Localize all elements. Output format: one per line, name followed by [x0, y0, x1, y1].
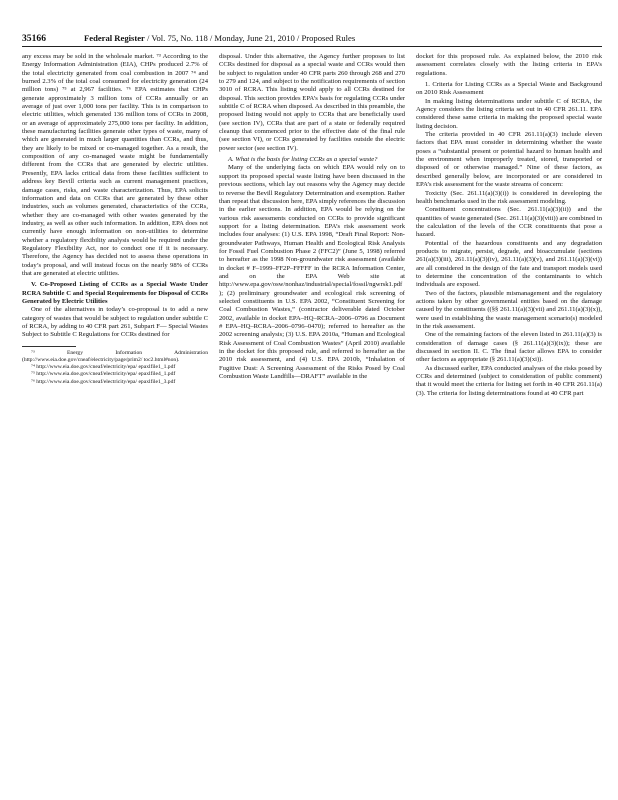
- issue-info: / Vol. 75, No. 118 / Monday, June 21, 2010 / Proposed Rules: [147, 33, 356, 43]
- bullet-two-factors: Two of the factors, plausible mismanagement and the regulatory actions taken by other governmental entities based on the damage caused by the constituents ((§§ 261.11(a)(3)(vii) and 261.11(a)(3)(x)), were used in establishing the waste management scenario(s) modeled in the risk assessment.: [416, 289, 602, 330]
- header-rule: [22, 46, 602, 47]
- footnote-76: ⁷⁶ http://www.eia.doe.gov/cneaf/electricity/epa/ epaxlfile1_3.pdf: [31, 378, 176, 385]
- col1-paragraph-1: any excess may be sold in the wholesale market. ⁷³ According to the Energy Information Administration (EIA), CHPs produced 2.7% of the total electricity generated from coal combustion in 2007 ⁷⁴ and burned 2.3% of the total coal consumed for electricity generation (24 million tons) ⁷⁵ at 2,967 facilities. ⁷⁶ EPA estimates that CHPs generate approximately 3 million tons of CCRs annually or an average of just over 1,000 tons per facility. This is in comparison to electric utilities, which generated 136 million tons of CCRs in 2008, or an average of approximately 275,000 tons per facility. In addition, these manufacturing facilities generate other types of waste, many of which are generated in much larger quantities than CCRs, and thus, they are likely to be mixed or co-managed together. As a result, the composition of any co-managed waste might be fundamentally different from the CCRs that are generated by electric utilities. Presently, EPA lacks critical data from these facilities sufficient to address key Bevill criteria such as current management practices, damage cases, risks, and waste characterization. Thus, EPA solicits information and data on CCRs that are generated by these other industries, such as volumes generated, characteristics of the CCRs, whether they are co-managed with other wastes generated by the industry, as well as other such information. In addition, EPA does not currently have enough information on non-utilities to determine whether a regulatory flexibility analysis would be required under the Regulatory Flexibility Act, nor to conduct one if it is necessary. Therefore, the Agency has decided not to assess these operations in today’s proposal, and will instead focus on the nearly 98% of CCRs that are generated at electric utilities.: [22, 53, 208, 277]
- page-number: 35166: [22, 33, 46, 44]
- column-1: [22, 53, 208, 793]
- publication-name: Federal Register: [84, 33, 145, 43]
- page-header: [22, 30, 602, 46]
- bullet-toxicity: Toxicity (Sec. 261.11(a)(3)(i)) is considered in developing the health benchmarks used in the risk assessment modeling.: [416, 189, 602, 205]
- page-columns: [22, 53, 602, 793]
- section-1-heading: 1. Criteria for Listing CCRs as a Special Waste and Background on 2010 Risk Assessment: [416, 81, 602, 97]
- footnote-75: ⁷⁵ http://www.eia.doe.gov/cneaf/electricity/epa/ epaxlfile4_1.pdf: [31, 371, 176, 378]
- col1-paragraph-2: One of the alternatives in today’s co-proposal is to add a new category of wastes that would be subject to regulation under subtitle C of RCRA, by adding to 40 CFR part 261, Subpart F— Special Wastes Subject to Subtitle C Regulations for CCRs destined for: [22, 306, 208, 339]
- col2-paragraph-2: Many of the underlying facts on which EPA would rely on to support its proposed special waste listing have been discussed in the previous sections, which lay out reasons why the Agency may decide to reverse the Bevill Regulatory Determination and exemption. Rather than repeat that discussion here, EPA simply references the discussion in the earlier sections. In addition, EPA would be relying on the various risk assessments conducted on CCRs to provide significant support for a listing determination. EPA’s risk assessment work includes four analyses: (1) U.S. EPA 1998, “Draft Final Report: Non-groundwater Pathways, Human Health and Ecological Risk Analysis for Fossil Fuel Combustion Phase 2 (FFC2)” (June 5, 1998) referred to hereafter as the 1998 Non-groundwater risk assessment (available in docket # F–1999–FF2P–FFFFF in the RCRA Information Center, and on the EPA Web site at http://www.epa.gov/osw/nonhaz/industrial/special/fossil/ngwrsk1.pdf ); (2) preliminary groundwater and ecological risk screening of selected constituents in U.S. EPA 2002, “Constituent Screening for Coal Combustion Wastes,” (contractor deliverable dated October 2002, available in docket EPA–HQ–RCRA–2006–0796 as Document # EPA–HQ–RCRA–2006–0796–0470); referred to hereafter as the 2002 screening analysis; (3) U.S. EPA 2010a, “Human and Ecological Risk Assessment of Coal Combustion Wastes” (April 2010) available in the docket for this proposed rule, and referred to hereafter as the 2010 risk assessment, and (4) U.S. EPA 2010b, “Inhalation of Fugitive Dust: A Screening Assessment of the Risks Posed by Coal Combustion Waste Landfills—DRAFT” available in the: [219, 164, 405, 381]
- col3-paragraph-4: One of the remaining factors of the eleven listed in 261.11(a)(3) is consideration of damage cases (§ 261.11(a)(3)(ix)); these are discussed in section II. C. The final factor allows EPA to consider other factors as appropriate (§ 261.11(a)(3)(xi)).: [416, 331, 602, 364]
- footnote-rule: [22, 346, 76, 347]
- col2-paragraph-1: disposal. Under this alternative, the Agency further proposes to list CCRs destined for disposal as a special waste and CCRs would then be subject to regulation under 40 CFR parts 260 through 268 and 270 to 279 and 124, and subject to the notification requirements of section 3010 of RCRA. This listing would apply to all CCRs destined for disposal. This section provides EPA’s basis for regulating CCRs under subtitle C of RCRA when disposed. As described in this preamble, the proposed listing would not apply to CCRs that are beneficially used (see section IV), CCRs that are part of a state or federally required cleanup that commenced prior to the effective date of the final rule (see section VI), or CCRs generated by facilities outside the electric power sector (see section IV).: [219, 53, 405, 152]
- section-v-heading: V. Co-Proposed Listing of CCRs as a Special Waste Under RCRA Subtitle C and Special Requirements for Disposal of CCRs Generated by Electric Utilities: [22, 281, 208, 305]
- section-a-heading: A. What is the basis for listing CCRs as a special waste?: [228, 156, 378, 164]
- bullet-constituent-concentrations: Constituent concentrations (Sec. 261.11(a)(3)(ii)) and the quantities of waste generated (Sec. 261.11(a)(3)(viii)) are combined in the calculation of the levels of the CCR constituents that pose a hazard.: [416, 206, 602, 239]
- footnote-73: ⁷³ Energy Information Administration (http://www.eia.doe.gov/cneaf/electricity/page/prim2/ toc2.html#non).: [22, 349, 208, 363]
- col3-paragraph-5: As discussed earlier, EPA conducted analyses of the risks posed by CCRs and determined (subject to consideration of public comment) that it would meet the criteria for listing set forth in 40 CFR 261.11(a)(3). The criteria for listing determinations found at 40 CFR part: [416, 364, 602, 397]
- bullet-potential-migration: Potential of the hazardous constituents and any degradation products to migrate, persist, degrade, and bioaccumulate (sections 261(a)(3)(iii), 261.11(a)(3)(iv), 261.11(a)(3)(v), and 261.11(a)(3)(vi)) are all considered in the design of the fate and transport models used to determine the concentration of the contaminants to which individuals are exposed.: [416, 239, 602, 289]
- col3-paragraph-1: docket for this proposed rule. As explained below, the 2010 risk assessment correlates closely with the listing criteria in EPA’s regulations.: [416, 53, 602, 77]
- col3-paragraph-3: The criteria provided in 40 CFR 261.11(a)(3) include eleven factors that EPA must consider in determining whether the waste poses a “substantial present or potential hazard to human health and the environment when improperly treated, stored, transported or disposed of or otherwise managed.” Nine of these factors, as described generally below, are incorporated or are considered in EPA’s risk assessment for the waste streams of concern:: [416, 131, 602, 189]
- column-2: [219, 53, 405, 793]
- col3-paragraph-2: In making listing determinations under subtitle C of RCRA, the Agency considers the listing criteria set out in 40 CFR 261.11. EPA considered these same criteria in making the proposed special waste listing decision.: [416, 97, 602, 130]
- column-3: [416, 53, 602, 793]
- footnote-74: ⁷⁴ http://www.eia.doe.gov/cneaf/electricity/epa/ epaxlfile1_1.pdf: [31, 364, 176, 371]
